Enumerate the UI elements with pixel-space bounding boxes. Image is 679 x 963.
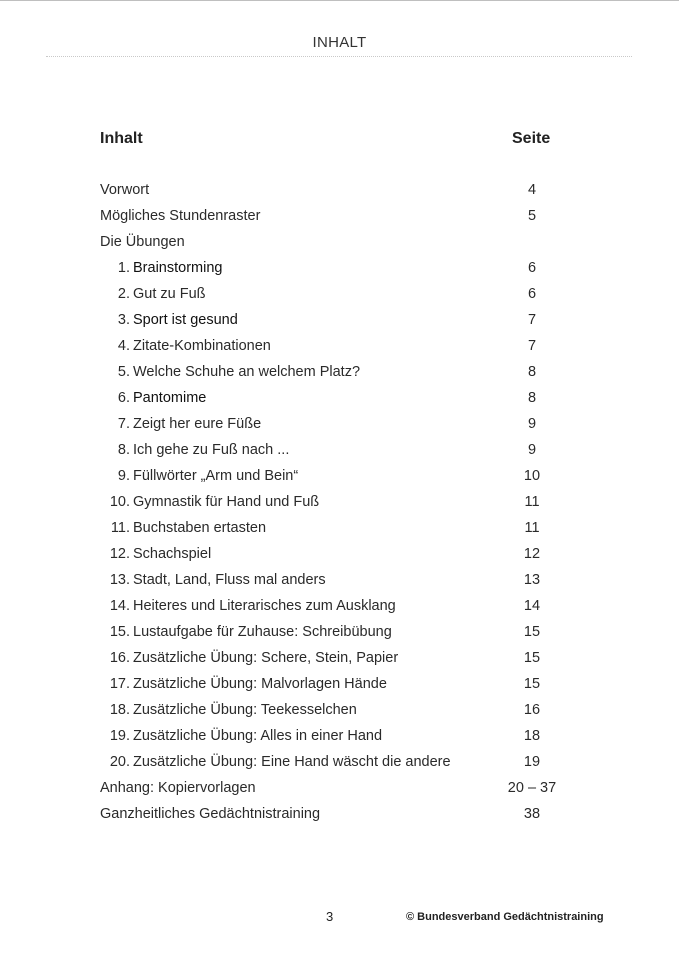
toc-entry xyxy=(0,570,679,596)
toc-entry xyxy=(0,544,679,570)
toc-entry-page: 16 xyxy=(523,702,541,718)
toc-entry-title: Vorwort xyxy=(100,182,150,198)
toc-entry-title: Zusätzliche Übung: Malvorlagen Hände xyxy=(133,676,387,692)
toc-entry xyxy=(0,648,679,674)
toc-entry-number: 14. xyxy=(109,598,130,614)
toc-entry-page: 38 xyxy=(523,806,541,822)
toc-entry-page: 8 xyxy=(527,364,537,380)
toc-entry-title: Sport ist gesund xyxy=(133,312,238,328)
toc-entry-title: Pantomime xyxy=(133,390,207,406)
toc-entry-title: Heiteres und Literarisches zum Ausklang xyxy=(133,598,396,614)
running-header-title: INHALT xyxy=(312,34,367,51)
toc-entry-page: 14 xyxy=(523,598,541,614)
toc-entry xyxy=(0,388,679,414)
toc-entry xyxy=(0,752,679,778)
toc-entry xyxy=(0,414,679,440)
toc-entry-number: 8. xyxy=(117,442,130,458)
toc-page-heading: Seite xyxy=(512,130,551,147)
toc-entry-title: Die Übungen xyxy=(100,234,185,250)
toc-entry xyxy=(0,310,679,336)
header-divider xyxy=(46,56,632,57)
toc-entry-title: Gymnastik für Hand und Fuß xyxy=(133,494,320,510)
toc-entry-page: 7 xyxy=(527,312,537,328)
toc-entry-title: Zitate-Kombinationen xyxy=(133,338,271,354)
toc-entry xyxy=(0,206,679,232)
toc-entry xyxy=(0,622,679,648)
toc-entry-number: 3. xyxy=(117,312,130,328)
toc-entry-title: Zusätzliche Übung: Alles in einer Hand xyxy=(133,728,383,744)
copyright-notice: © Bundesverband Gedächtnistraining xyxy=(406,911,604,923)
toc-entry-number: 16. xyxy=(109,650,130,666)
toc-entry-title: Lustaufgabe für Zuhause: Schreibübung xyxy=(133,624,392,640)
toc-entry-number: 13. xyxy=(109,572,130,588)
toc-entry-title: Ganzheitliches Gedächtnistraining xyxy=(100,806,321,822)
page-number: 3 xyxy=(326,909,334,924)
top-border xyxy=(0,0,679,1)
toc-entry-number: 10. xyxy=(109,494,130,510)
toc-entry-page: 15 xyxy=(523,624,541,640)
toc-entry-number: 1. xyxy=(117,260,130,276)
toc-entry-title: Zeigt her eure Füße xyxy=(133,416,262,432)
toc-entry-page: 9 xyxy=(527,416,537,432)
toc-entry-page: 6 xyxy=(527,286,537,302)
toc-entry-page: 15 xyxy=(523,650,541,666)
toc-entry xyxy=(0,778,679,804)
toc-entry-title: Anhang: Kopiervorlagen xyxy=(100,780,256,796)
toc-entry-page: 8 xyxy=(527,390,537,406)
toc-entry-title: Brainstorming xyxy=(133,260,223,276)
toc-entry-number: 12. xyxy=(109,546,130,562)
toc-entry-title: Schachspiel xyxy=(133,546,212,562)
toc-entry xyxy=(0,492,679,518)
toc-entry-page: 11 xyxy=(524,520,540,536)
toc-entry-page: 11 xyxy=(524,494,540,510)
toc-entry xyxy=(0,440,679,466)
toc-entry xyxy=(0,596,679,622)
toc-entry xyxy=(0,284,679,310)
toc-entry-page: 10 xyxy=(523,468,541,484)
toc-entry xyxy=(0,180,679,206)
toc-entry-number: 18. xyxy=(109,702,130,718)
table-of-contents xyxy=(0,180,679,830)
toc-entry-title: Zusätzliche Übung: Schere, Stein, Papier xyxy=(133,650,399,666)
toc-entry-number: 17. xyxy=(109,676,130,692)
toc-entry-number: 5. xyxy=(117,364,130,380)
toc-entry-page: 6 xyxy=(527,260,537,276)
toc-entry-title: Zusätzliche Übung: Eine Hand wäscht die andere xyxy=(133,754,451,770)
toc-entry-number: 20. xyxy=(109,754,130,770)
toc-entry-page: 15 xyxy=(523,676,541,692)
toc-entry-title: Mögliches Stundenraster xyxy=(100,208,261,224)
toc-entry xyxy=(0,674,679,700)
toc-entry xyxy=(0,466,679,492)
toc-entry-number: 2. xyxy=(117,286,130,302)
toc-entry-number: 9. xyxy=(117,468,130,484)
toc-entry-page: 7 xyxy=(527,338,537,354)
toc-entry-page: 12 xyxy=(523,546,541,562)
toc-entry-page: 20 – 37 xyxy=(507,780,557,796)
toc-entry xyxy=(0,804,679,830)
toc-entry-page: 5 xyxy=(527,208,537,224)
toc-entry xyxy=(0,726,679,752)
toc-entry-title: Füllwörter „Arm und Bein“ xyxy=(133,468,299,484)
toc-entry xyxy=(0,258,679,284)
toc-entry-title: Stadt, Land, Fluss mal anders xyxy=(133,572,326,588)
toc-entry xyxy=(0,700,679,726)
toc-entry xyxy=(0,336,679,362)
toc-entry-number: 19. xyxy=(109,728,130,744)
toc-entry-page: 18 xyxy=(523,728,541,744)
toc-entry-page: 13 xyxy=(523,572,541,588)
toc-heading: Inhalt xyxy=(100,130,143,147)
toc-entry-number: 11. xyxy=(110,520,130,536)
toc-entry xyxy=(0,518,679,544)
toc-entry-title: Zusätzliche Übung: Teekesselchen xyxy=(133,702,357,718)
toc-entry-page: 9 xyxy=(527,442,537,458)
toc-entry xyxy=(0,362,679,388)
toc-entry xyxy=(0,232,679,258)
toc-entry-title: Buchstaben ertasten xyxy=(133,520,267,536)
toc-entry-number: 4. xyxy=(117,338,130,354)
toc-entry-number: 7. xyxy=(117,416,130,432)
toc-entry-title: Gut zu Fuß xyxy=(133,286,206,302)
toc-entry-page: 4 xyxy=(527,182,537,198)
toc-entry-title: Ich gehe zu Fuß nach ... xyxy=(133,442,290,458)
toc-entry-title: Welche Schuhe an welchem Platz? xyxy=(133,364,361,380)
toc-entry-number: 6. xyxy=(117,390,130,406)
toc-entry-page: 19 xyxy=(523,754,541,770)
toc-entry-number: 15. xyxy=(109,624,130,640)
